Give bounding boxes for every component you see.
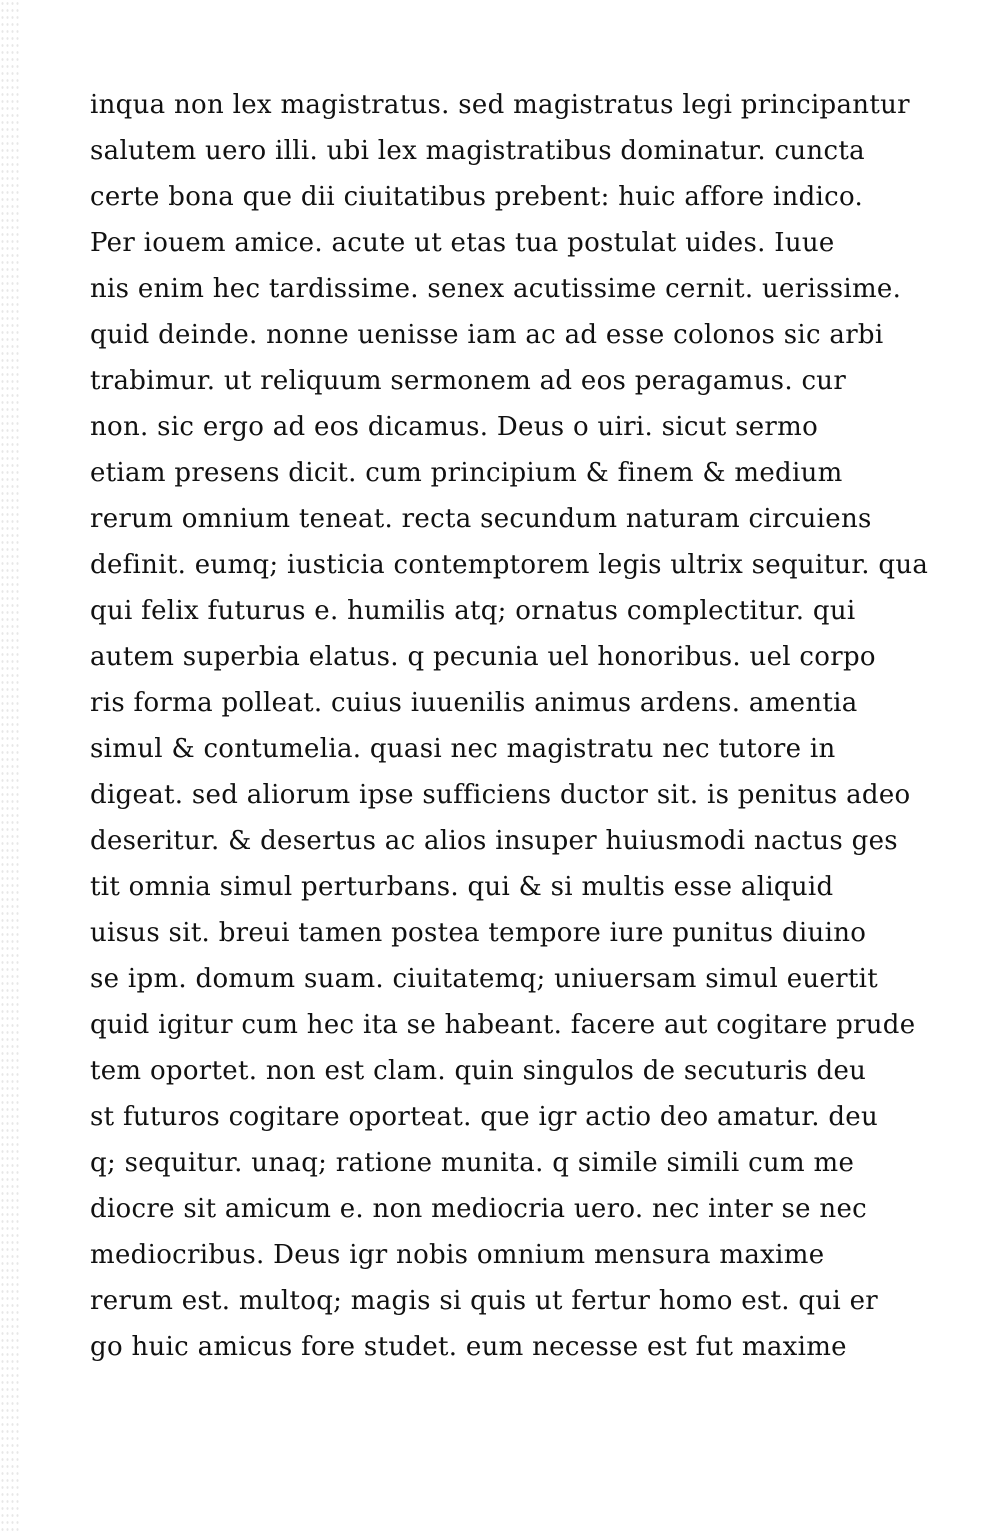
text-line: nis enim hec tardissime. senex acutissime cernit. uerissime. xyxy=(90,274,902,304)
text-line: salutem uero illi. ubi lex magistratibus dominatur. cuncta xyxy=(90,136,865,166)
manuscript-text xyxy=(90,82,960,1370)
text-line: certe bona que dii ciuitatibus prebent: huic affore indico. xyxy=(90,182,864,212)
text-line: diocre sit amicum e. non mediocria uero. nec inter se nec xyxy=(90,1194,867,1224)
text-line: qui felix futurus e. humilis atq; ornatus complectitur. qui xyxy=(90,596,856,626)
text-line: uisus sit. breui tamen postea tempore iure punitus diuino xyxy=(90,918,867,948)
text-line: se ipm. domum suam. ciuitatemq; uniuersam simul euertit xyxy=(90,964,878,994)
text-line: simul & contumelia. quasi nec magistratu nec tutore in xyxy=(90,734,836,764)
text-line: ris forma polleat. cuius iuuenilis animus ardens. amentia xyxy=(90,688,858,718)
text-line: autem superbia elatus. q pecunia uel honoribus. uel corpo xyxy=(90,642,876,672)
text-line: rerum omnium teneat. recta secundum naturam circuiens xyxy=(90,504,872,534)
text-line: inqua non lex magistratus. sed magistratus legi principantur xyxy=(90,90,910,120)
text-line: rerum est. multoq; magis si quis ut fertur homo est. qui er xyxy=(90,1286,879,1316)
text-line: q; sequitur. unaq; ratione munita. q simile simili cum me xyxy=(90,1148,855,1178)
text-line: digeat. sed aliorum ipse sufficiens ductor sit. is penitus adeo xyxy=(90,780,911,810)
text-line: st futuros cogitare oporteat. que igr actio deo amatur. deu xyxy=(90,1102,879,1132)
text-line: mediocribus. Deus igr nobis omnium mensura maxime xyxy=(90,1240,825,1270)
text-line: Per iouem amice. acute ut etas tua postulat uides. Iuue xyxy=(90,228,835,258)
text-line: quid deinde. nonne uenisse iam ac ad esse colonos sic arbi xyxy=(90,320,884,350)
page-edge-speckle xyxy=(0,0,20,1532)
text-line: deseritur. & desertus ac alios insuper huiusmodi nactus ges xyxy=(90,826,898,856)
text-line: etiam presens dicit. cum principium & finem & medium xyxy=(90,458,843,488)
text-line: tem oportet. non est clam. quin singulos de secuturis deu xyxy=(90,1056,867,1086)
text-line: go huic amicus fore studet. eum necesse est fut maxime xyxy=(90,1332,847,1362)
text-line: quid igitur cum hec ita se habeant. facere aut cogitare prude xyxy=(90,1010,916,1040)
text-line: non. sic ergo ad eos dicamus. Deus o uiri. sicut sermo xyxy=(90,412,819,442)
text-line: trabimur. ut reliquum sermonem ad eos peragamus. cur xyxy=(90,366,847,396)
text-line: definit. eumq; iusticia contemptorem legis ultrix sequitur. qua xyxy=(90,550,929,580)
text-line: tit omnia simul perturbans. qui & si multis esse aliquid xyxy=(90,872,834,902)
